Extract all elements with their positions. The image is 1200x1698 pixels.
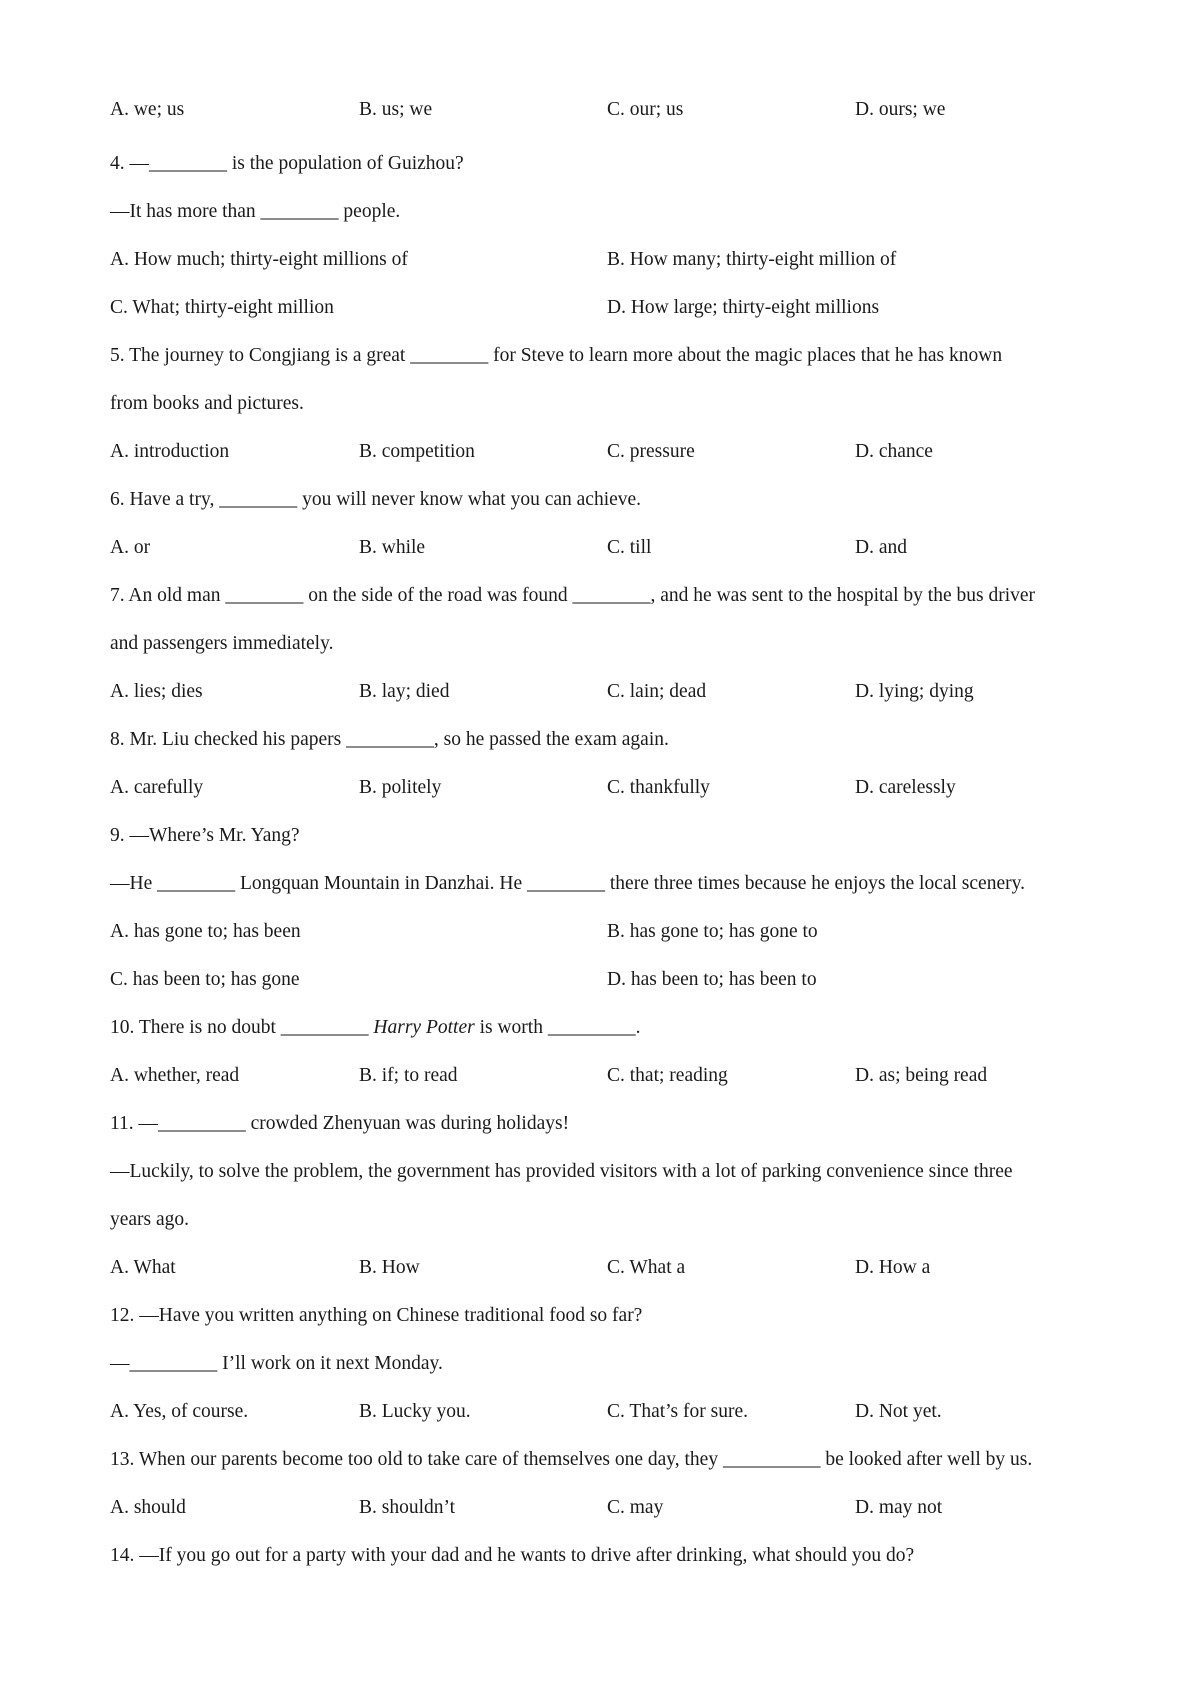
q6-option-b: B. while — [359, 537, 426, 558]
q12-option-c: C. That’s for sure. — [607, 1401, 748, 1422]
q11-reply-cont: years ago. — [110, 1209, 190, 1230]
q10-stem — [110, 1015, 640, 1041]
q11-stem: 11. —_________ crowded Zhenyuan was during holidays! — [110, 1113, 570, 1134]
q4-option-a: A. How much; thirty-eight millions of — [110, 249, 408, 270]
q9-stem: 9. —Where’s Mr. Yang? — [110, 825, 300, 846]
q9-option-a: A. has gone to; has been — [110, 921, 301, 942]
q5-option-d: D. chance — [855, 441, 933, 462]
q3-option-c: C. our; us — [607, 99, 684, 120]
q5-stem: 5. The journey to Congjiang is a great ________ for Steve to learn more about the magic places that he has known — [110, 345, 1003, 366]
q9-option-d: D. has been to; has been to — [607, 969, 817, 990]
q10-option-b: B. if; to read — [359, 1065, 458, 1086]
q10-stem-suffix: is worth _________. — [474, 1017, 641, 1038]
q3-option-d: D. ours; we — [855, 99, 946, 120]
q11-option-a: A. What — [110, 1257, 176, 1278]
q5-option-b: B. competition — [359, 441, 475, 462]
q11-option-b: B. How — [359, 1257, 420, 1278]
q4-option-c: C. What; thirty-eight million — [110, 297, 334, 318]
q13-option-b: B. shouldn’t — [359, 1497, 456, 1518]
q13-stem: 13. When our parents become too old to take care of themselves one day, they __________ be looked after well by us. — [110, 1449, 1033, 1470]
q5-option-a: A. introduction — [110, 441, 230, 462]
q4-stem: 4. —________ is the population of Guizhou? — [110, 153, 464, 174]
q11-option-d: D. How a — [855, 1257, 931, 1278]
q9-option-b: B. has gone to; has gone to — [607, 921, 818, 942]
q8-option-b: B. politely — [359, 777, 442, 798]
q8-option-a: A. carefully — [110, 777, 204, 798]
q7-option-b: B. lay; died — [359, 681, 450, 702]
q10-book-title: Harry Potter — [373, 1017, 475, 1038]
q7-option-c: C. lain; dead — [607, 681, 707, 702]
q4-option-b: B. How many; thirty-eight million of — [607, 249, 897, 270]
q10-option-c: C. that; reading — [607, 1065, 728, 1086]
q9-reply: —He ________ Longquan Mountain in Danzhai. He ________ there three times because he enjoys the local scenery. — [110, 873, 1025, 894]
q6-option-c: C. till — [607, 537, 652, 558]
q12-stem: 12. —Have you written anything on Chinese traditional food so far? — [110, 1305, 643, 1326]
q4-reply: —It has more than ________ people. — [110, 201, 401, 222]
q7-stem-cont: and passengers immediately. — [110, 633, 334, 654]
q12-reply: —_________ I’ll work on it next Monday. — [110, 1353, 443, 1374]
q10-option-a: A. whether, read — [110, 1065, 240, 1086]
q11-reply: —Luckily, to solve the problem, the government has provided visitors with a lot of parking convenience since three — [110, 1161, 1013, 1182]
q3-option-b: B. us; we — [359, 99, 433, 120]
q14-stem: 14. —If you go out for a party with your dad and he wants to drive after drinking, what should you do? — [110, 1545, 915, 1566]
q4-option-d: D. How large; thirty-eight millions — [607, 297, 880, 318]
q6-stem: 6. Have a try, ________ you will never know what you can achieve. — [110, 489, 642, 510]
q8-stem: 8. Mr. Liu checked his papers _________, so he passed the exam again. — [110, 729, 669, 750]
q13-option-c: C. may — [607, 1497, 664, 1518]
q7-stem: 7. An old man ________ on the side of the road was found ________, and he was sent to the hospital by the bus driver — [110, 585, 1036, 606]
q6-option-a: A. or — [110, 537, 151, 558]
q11-option-c: C. What a — [607, 1257, 686, 1278]
q8-option-c: C. thankfully — [607, 777, 710, 798]
q7-option-d: D. lying; dying — [855, 681, 974, 702]
q6-option-d: D. and — [855, 537, 907, 558]
q5-option-c: C. pressure — [607, 441, 695, 462]
q13-option-a: A. should — [110, 1497, 186, 1518]
q8-option-d: D. carelessly — [855, 777, 956, 798]
q10-option-d: D. as; being read — [855, 1065, 988, 1086]
q5-stem-cont: from books and pictures. — [110, 393, 304, 414]
q12-option-d: D. Not yet. — [855, 1401, 942, 1422]
q10-stem-prefix: 10. There is no doubt _________ — [110, 1017, 374, 1038]
q12-option-a: A. Yes, of course. — [110, 1401, 249, 1422]
q9-option-c: C. has been to; has gone — [110, 969, 300, 990]
q13-option-d: D. may not — [855, 1497, 943, 1518]
q7-option-a: A. lies; dies — [110, 681, 203, 702]
q12-option-b: B. Lucky you. — [359, 1401, 471, 1422]
q3-option-a: A. we; us — [110, 99, 185, 120]
